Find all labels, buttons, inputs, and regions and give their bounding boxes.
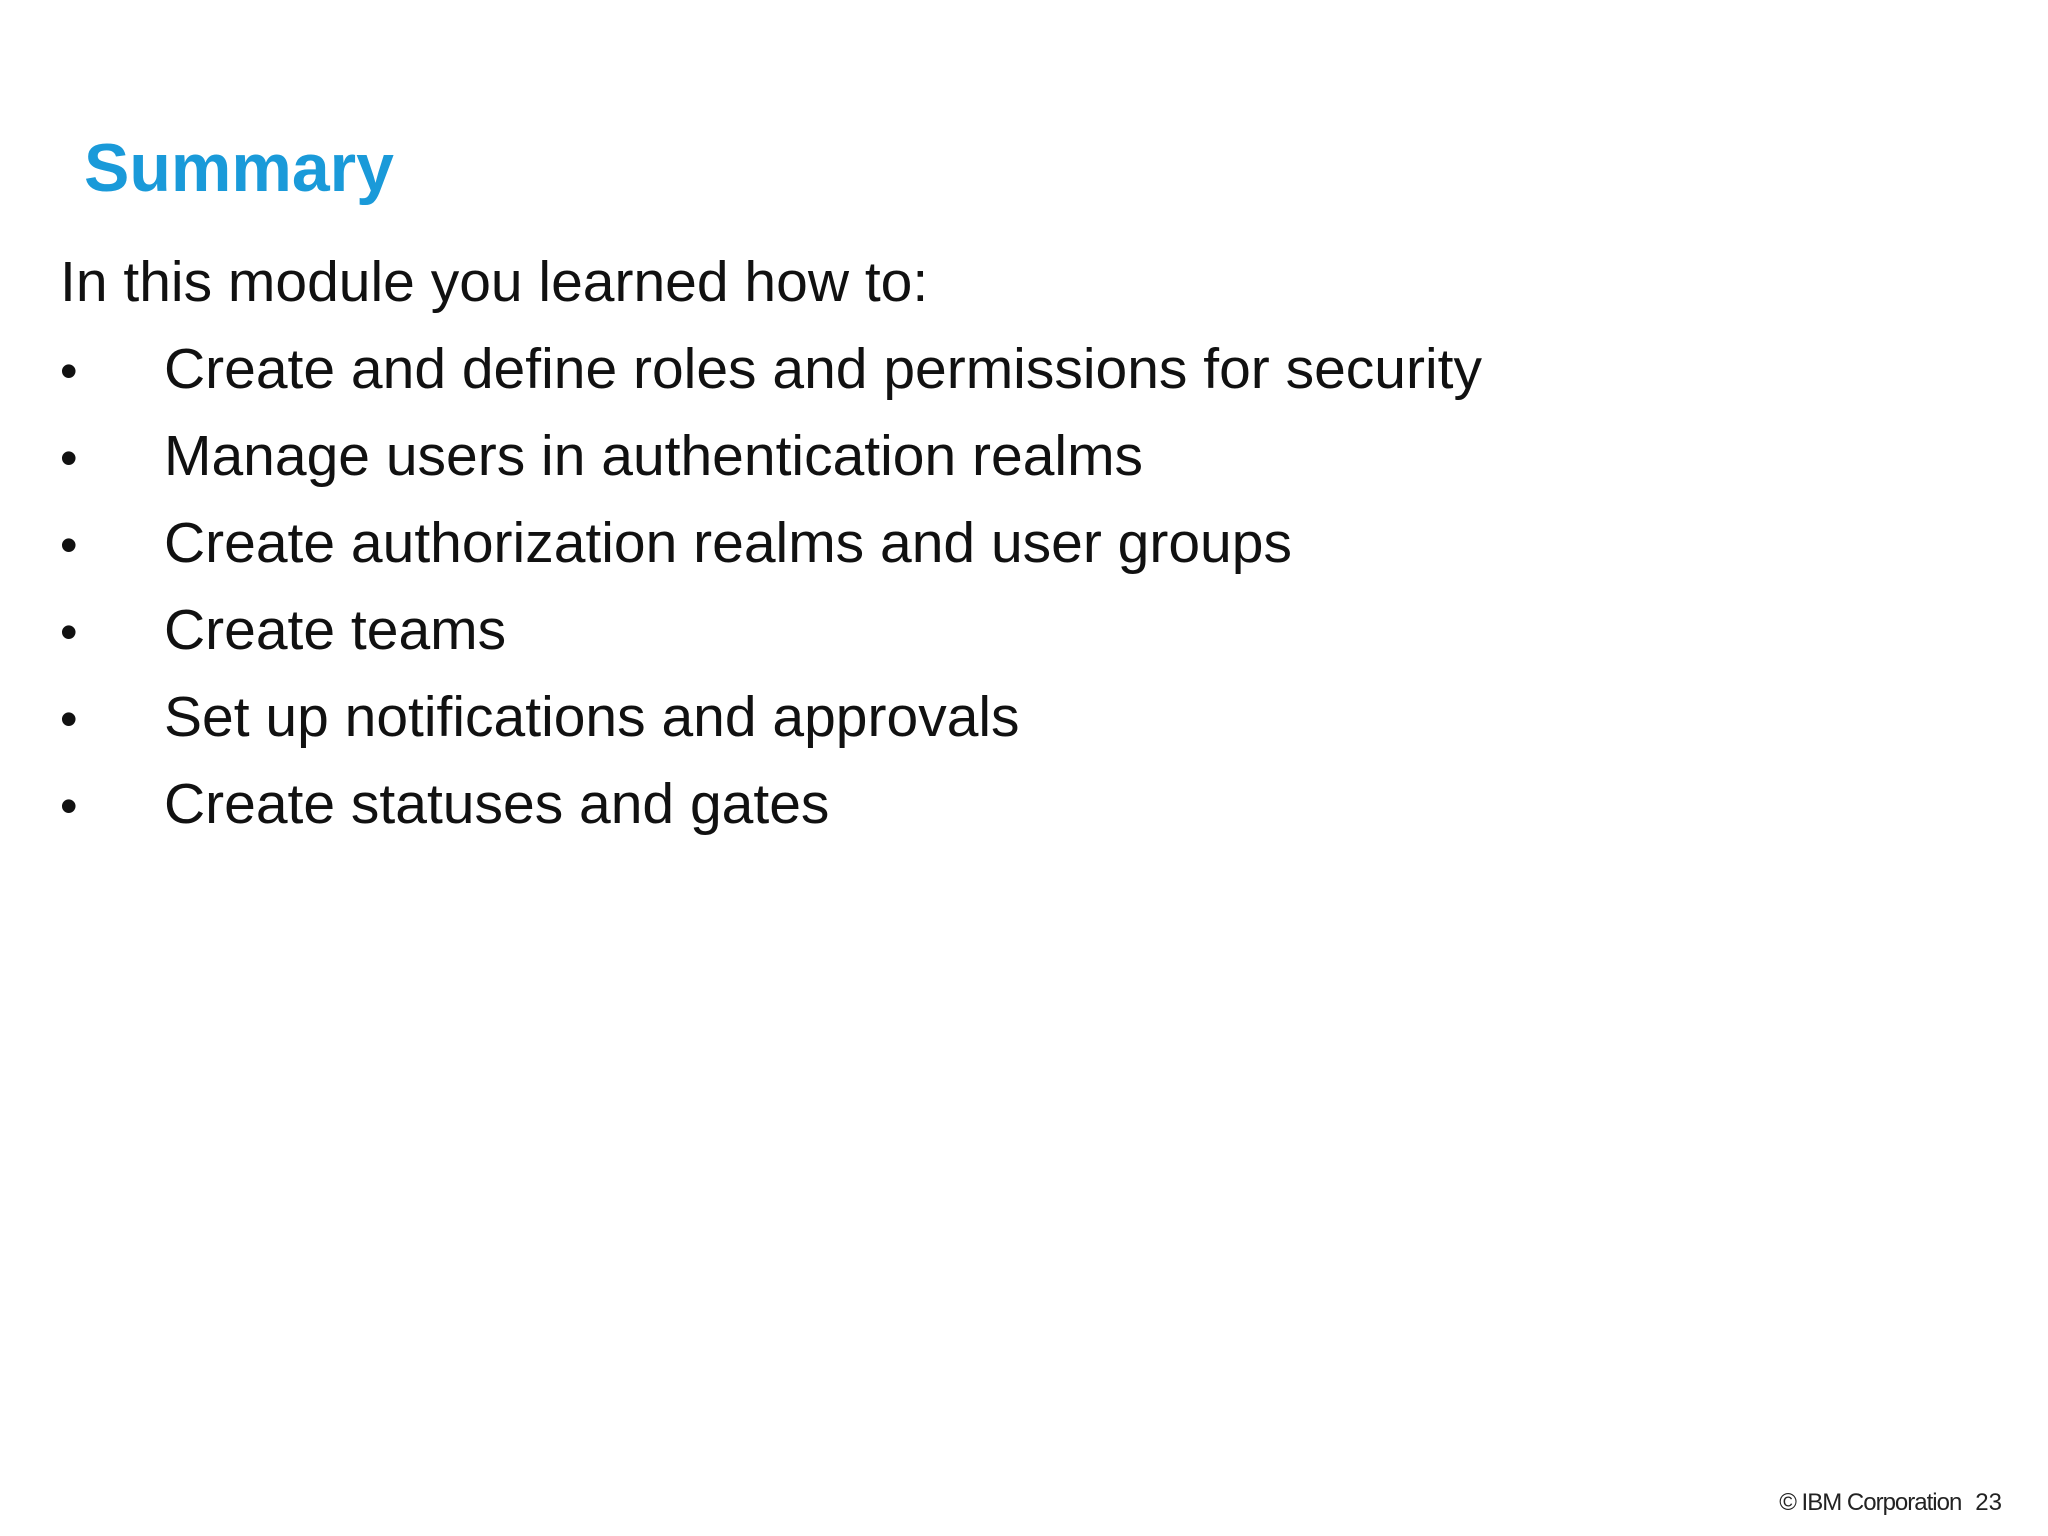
list-item-text: Create teams [164,598,507,662]
page-number: 23 [1975,1489,2002,1516]
list-item-text: Create and define roles and permissions for security [164,337,1482,401]
summary-list [60,331,1482,853]
slide-title: Summary [84,130,394,206]
bullet-icon: • [60,691,78,747]
list-item-text: Set up notifications and approvals [164,685,1020,749]
bullet-icon: • [60,778,78,834]
list-item [60,592,1482,679]
slide-footer [1779,1488,2002,1518]
list-item-text: Create statuses and gates [164,772,830,836]
intro-text: In this module you learned how to: [60,250,929,314]
bullet-icon: • [60,430,78,486]
list-item-text: Manage users in authentication realms [164,424,1144,488]
bullet-icon: • [60,343,78,399]
bullet-icon: • [60,517,78,573]
list-item [60,418,1482,505]
list-item [60,505,1482,592]
list-item [60,331,1482,418]
copyright-text: © IBM Corporation [1779,1489,1962,1516]
list-item [60,679,1482,766]
list-item-text: Create authorization realms and user groups [164,511,1292,575]
list-item [60,766,1482,853]
bullet-icon: • [60,604,78,660]
